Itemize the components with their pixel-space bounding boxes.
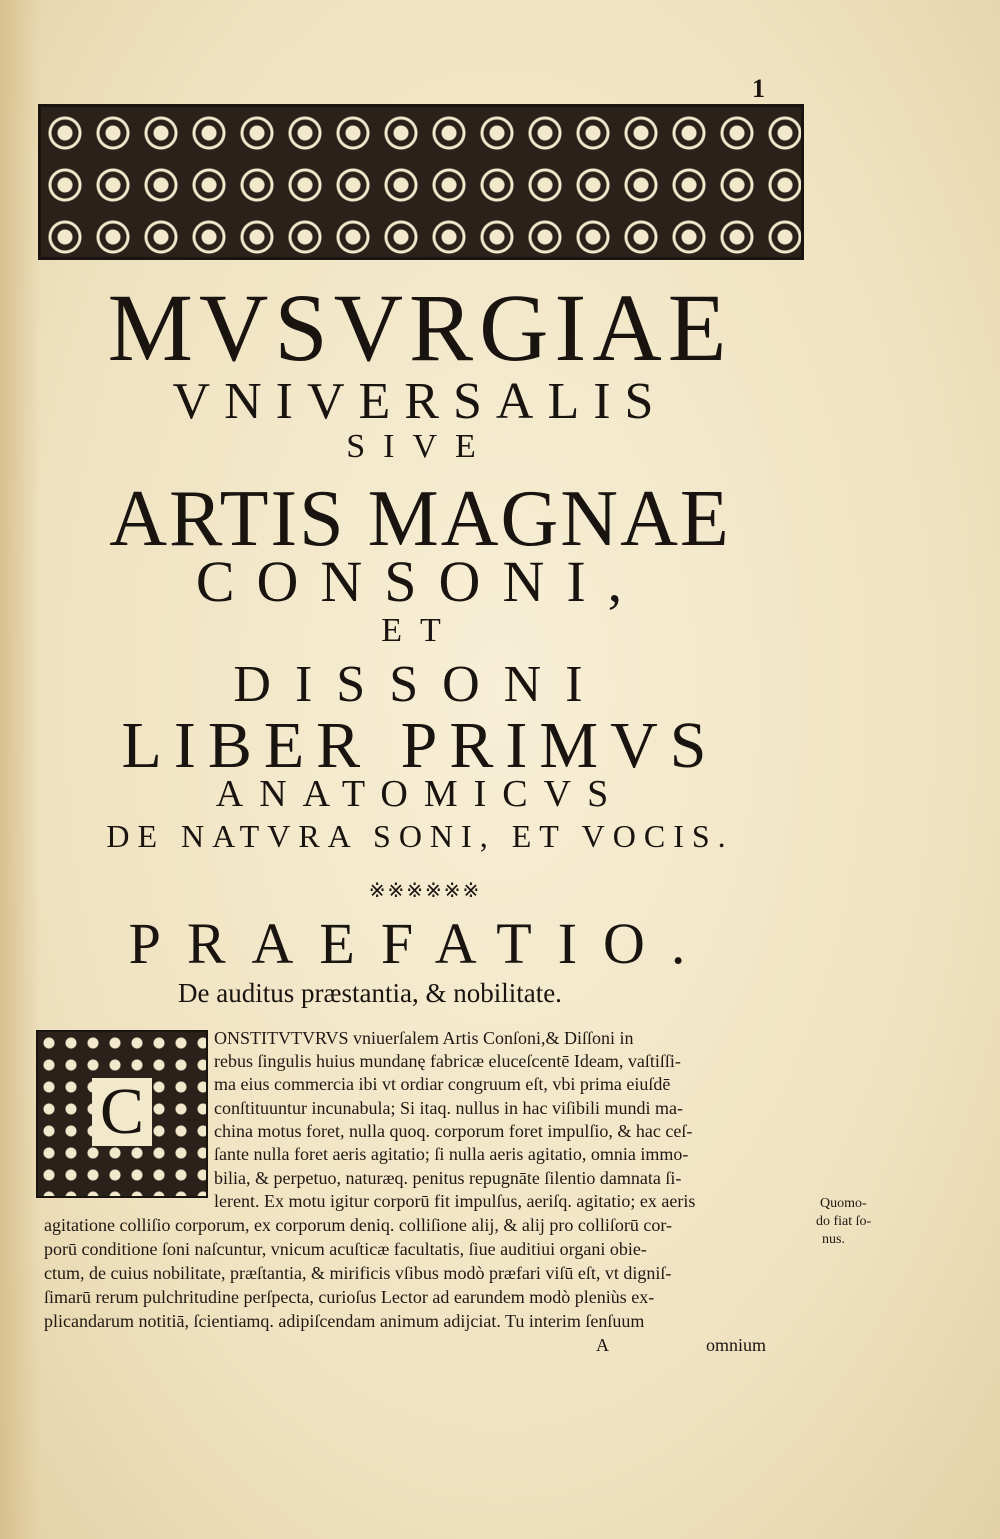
catchword: omnium xyxy=(706,1335,767,1355)
title-line-10: DE NATVRA SONI, ET VOCIS. xyxy=(106,818,734,854)
title-line-2: VNIVERSALIS xyxy=(172,373,668,430)
body-text-line: plicandarum notitiā, ſcientiamq. adipiſcendam animum adijciat. Tu interim ſenſuum xyxy=(44,1311,645,1331)
body-text-line: bilia, & perpetuo, naturæq. penitus repugnāte ſilentio damnata ſi- xyxy=(214,1168,682,1188)
body-text-line: lerent. Ex motu igitur corporū fit impulſus, aeriſq. agitatio; ex aeris xyxy=(214,1191,696,1211)
margin-note-line: do fiat ſo- xyxy=(816,1214,872,1229)
title-line-1: MVSVRGIAE xyxy=(107,274,733,381)
body-text-line: china motus foret, nulla quoq. corporum foret impulſio, & hac ceſ- xyxy=(214,1121,693,1141)
margin-note-line: Quomo- xyxy=(820,1196,867,1211)
decorated-initial-letter: C xyxy=(92,1078,152,1146)
title-line-7: DISSONI xyxy=(233,656,607,713)
body-text-line: ſante nulla foret aeris agitatio; ſi nulla aeris agitatio, omnia immo- xyxy=(214,1144,689,1164)
ornamental-headpiece xyxy=(38,104,804,260)
preface-heading: PRAEFATIO. xyxy=(128,911,712,976)
body-text-line: ma eius commercia ibi vt ordiar congruum eſt, vbi prima eiuſdē xyxy=(214,1074,671,1094)
body-text-line: ctum, de cuius nobilitate, præſtantia, & mirificis vſibus modò præfari viſū eſt, vt digniſ- xyxy=(44,1263,672,1283)
preface-subheading: De auditus præstantia, & nobilitate. xyxy=(178,978,562,1008)
page-number: 1 xyxy=(752,74,765,103)
body-text-line: porū conditione ſoni naſcuntur, vnicum acuſticæ facultatis, ſiue auditiui organi obie- xyxy=(44,1239,647,1259)
body-text-line: ONSTITVTVRVS vniuerſalem Artis Conſoni,& Diſſoni in xyxy=(214,1028,634,1048)
body-text-line: rebus ſingulis huius mundanę fabricæ eluceſcentē Ideam, vaſtiſſi- xyxy=(214,1051,681,1071)
margin-note-line: nus. xyxy=(822,1232,845,1247)
title-line-5: CONSONI, xyxy=(195,549,645,614)
body-text-line: conſtituuntur incunabula; Si itaq. nullus in hac viſibili mundi ma- xyxy=(214,1098,683,1118)
body-text-line: ſimarū rerum pulchritudine perſpecta, curioſus Lector ad earundem modò pleniùs ex- xyxy=(44,1287,655,1307)
title-line-3: SIVE xyxy=(346,428,494,465)
body-text-line: agitatione colliſio corporum, ex corporum deniq. colliſione alij, & alij pro colliſorū cor- xyxy=(44,1215,672,1235)
title-line-6: ET xyxy=(381,612,459,649)
title-line-4: ARTIS MAGNAE xyxy=(109,475,731,563)
fleuron-ornament: ※※※※※※ xyxy=(368,880,482,902)
title-line-8: LIBER PRIMVS xyxy=(121,709,719,782)
signature-mark: A xyxy=(596,1335,609,1355)
title-line-9: ANATOMICVS xyxy=(215,773,625,815)
